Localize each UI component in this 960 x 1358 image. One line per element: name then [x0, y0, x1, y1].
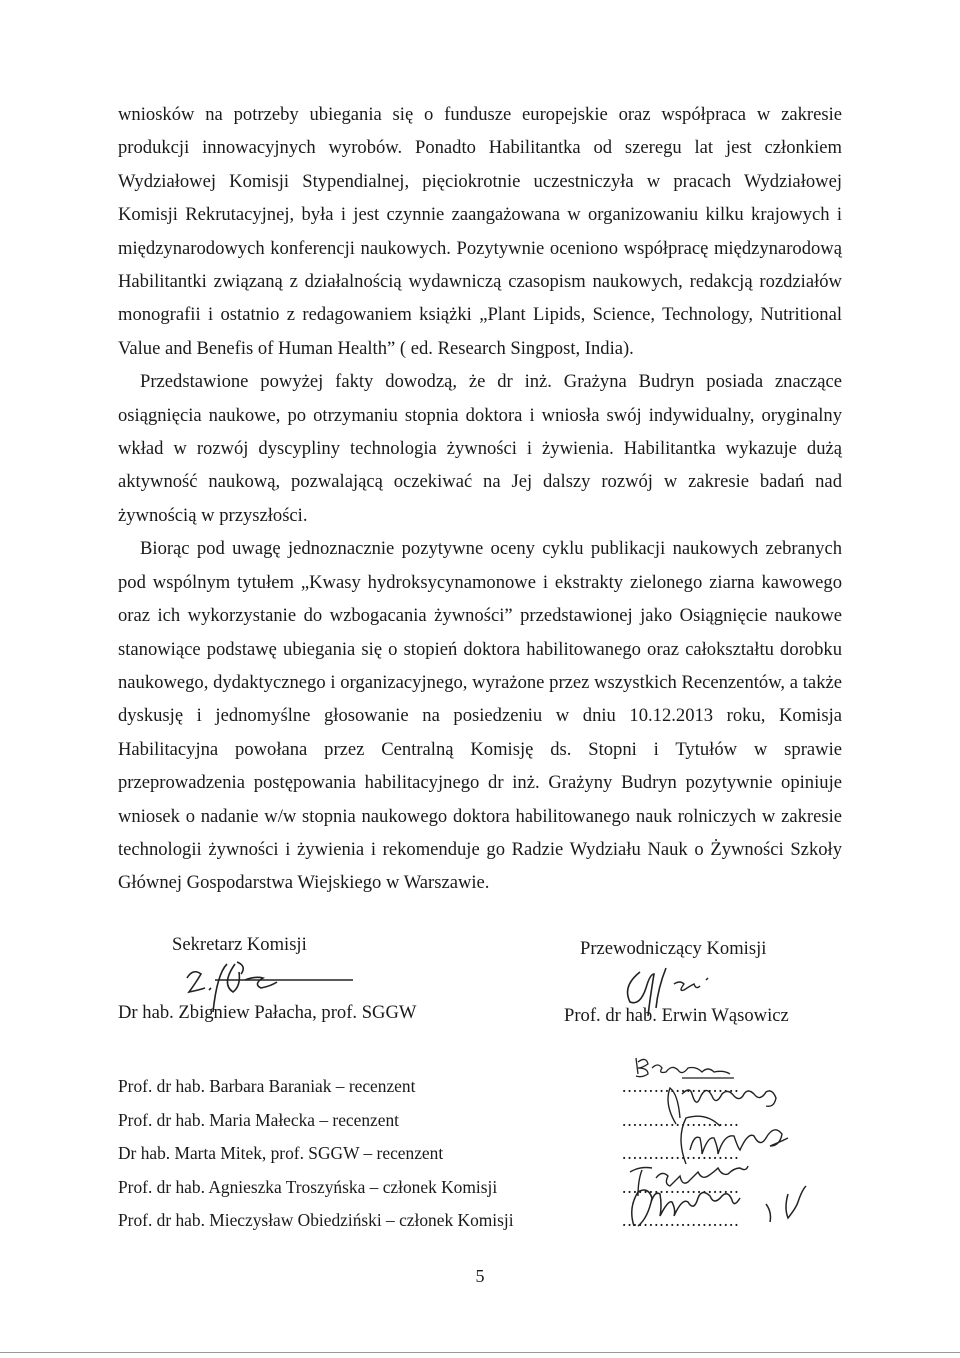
list-item: Prof. dr hab. Maria Małecka – recenzent — [118, 1109, 400, 1130]
chair-name: Prof. dr hab. Erwin Wąsowicz — [564, 1005, 789, 1026]
paragraph-1: wniosków na potrzeby ubiegania się o fundusze europejskie oraz współpraca w zakresie produkcji innowacyjnych wyrobów. Ponadto Habilitantka od szeregu lat jest członkiem Wydziałowej Komisji Stypendialnej, pięciokrotnie uczestniczyła w pracach Wydziałowej Komisji Rekrutacyjnej, była i jest czynnie zaangażowana w organizowaniu kilku krajowych i międzynarodowych konferencji naukowych. Pozytywnie oceniono współpracę międzynarodową Habilitantki związaną z działalnością wydawniczą czasopism naukowych, redakcją rozdziałów monografii i ostatnio z redagowaniem książki „Plant Lipids, Science, Technology, Nutritional Value and Benefis of Human Health” ( ed. Research Singpost, India). — [118, 104, 842, 359]
chair-label: Przewodniczący Komisji — [580, 938, 767, 959]
signature-line: ...................... — [622, 1076, 740, 1096]
list-item: Prof. dr hab. Barbara Baraniak – recenzent — [118, 1076, 416, 1096]
reviewer-signatures-icon — [616, 1054, 856, 1234]
paragraph-3: Biorąc pod uwagę jednoznacznie pozytywne oceny cyklu publikacji naukowych zebranych pod wspólnym tytułem „Kwasy hydroksycynamonowe i ekstrakty zielonego ziarna kawowego oraz ich wykorzystanie do wzbogacania żywności” przedstawionej jako Osiągnięcie naukowe stanowiące podstawę ubiegania się o stopień doktora habilitowanego oraz całokształtu dorobku naukowego, dydaktycznego i organizacyjnego, wyrażone przez wszystkich Recenzentów, a także dyskusję i jednomyślne głosowanie na posiedzeniu w dniu 10.12.2013 roku, Komisja Habilitacyjna powołana przez Centralną Komisję ds. Stopni i Tytułów w sprawie przeprowadzenia postępowania habilitacyjnego dr inż. Grażyny Budryn pozytywnie opiniuje wniosek o nadanie w/w stopnia naukowego doktora habilitowanego nauk rolniczych w zakresie technologii żywności i żywienia i rekomenduje go Radzie Wydziału Nauk o Żywności Szkoły Głównej Gospodarstwa Wiejskiego w Warszawie. — [118, 538, 842, 894]
signature-line: ...................... — [622, 1109, 740, 1130]
bottom-edge-line — [0, 1352, 960, 1353]
reviewer-list — [118, 1070, 514, 1238]
list-item: Prof. dr hab. Agnieszka Troszyńska – członek Komisji — [118, 1176, 498, 1197]
secretary-label: Sekretarz Komisji — [172, 934, 307, 955]
signature-line: ...................... — [622, 1143, 740, 1164]
paragraph-2: Przedstawione powyżej fakty dowodzą, że dr inż. Grażyna Budryn posiada znaczące osiągnięcia naukowe, po otrzymaniu stopnia doktora i wniosła swój indywidualny, oryginalny wkład w rozwój dyscypliny technologia żywności i żywienia. Habilitantka wykazuje dużą aktywność naukową, pozwalającą oczekiwać na Jej dalszy rozwój w zakresie badań nad żywnością w przyszłości. — [118, 371, 842, 526]
signature-line: ...................... — [622, 1176, 740, 1197]
signature-line: ...................... — [622, 1210, 740, 1231]
secretary-name: Dr hab. Zbigniew Pałacha, prof. SGGW — [118, 1002, 417, 1023]
list-item: Prof. dr hab. Mieczysław Obiedziński – członek Komisji — [118, 1210, 514, 1231]
page-number: 5 — [475, 1266, 485, 1286]
body-text — [118, 98, 842, 900]
list-item: Dr hab. Marta Mitek, prof. SGGW – recenzent — [118, 1143, 444, 1164]
